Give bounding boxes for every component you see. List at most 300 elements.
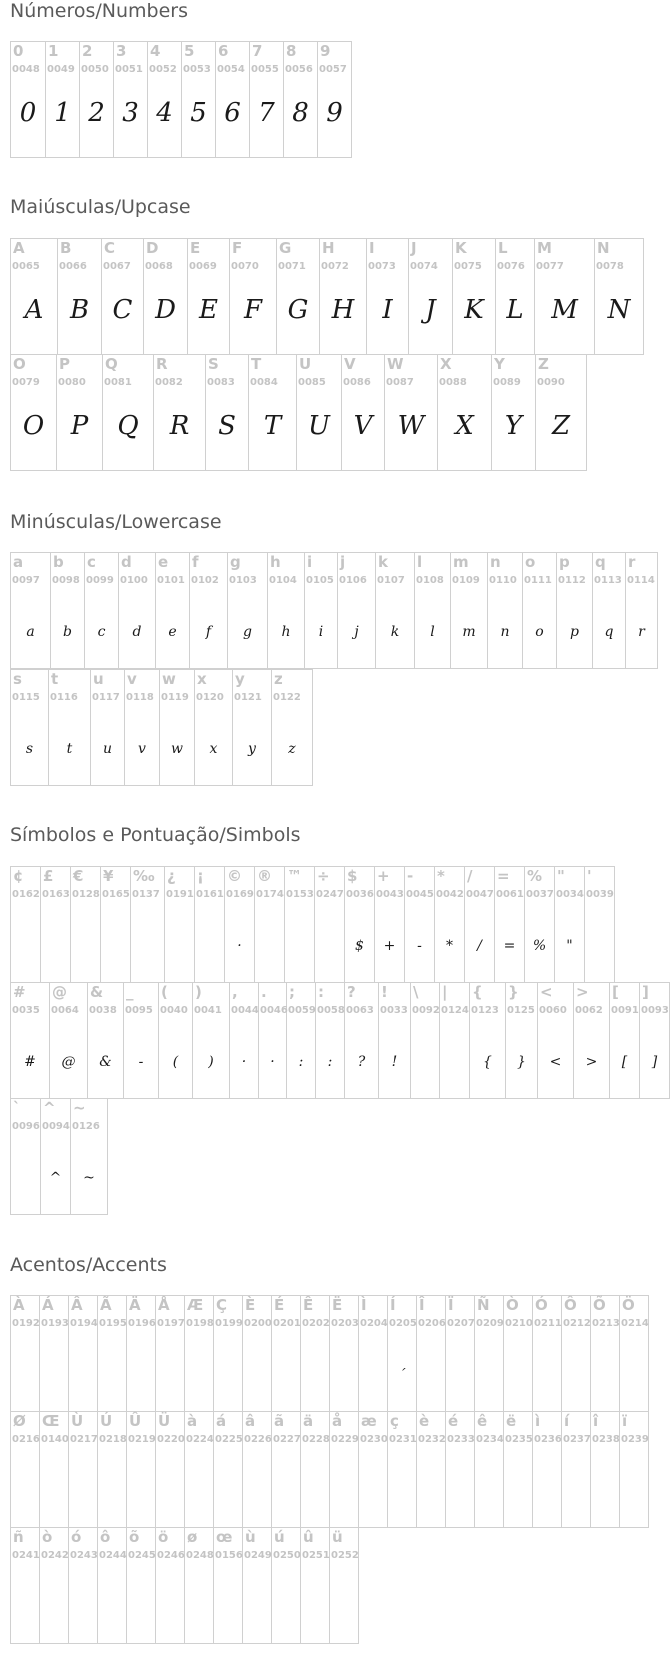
- glyph-char-label: n: [490, 553, 501, 571]
- glyph-sample: y: [248, 741, 256, 757]
- glyph-code: 0106: [339, 575, 367, 586]
- glyph-cell: [214, 1528, 243, 1644]
- glyph-sample: p: [570, 624, 579, 640]
- glyph-cell: [268, 553, 305, 669]
- glyph-code: 0243: [70, 1550, 98, 1561]
- glyph-code: 0098: [52, 575, 80, 586]
- glyph-cell: [523, 553, 557, 669]
- glyph-char-label: }: [508, 983, 519, 1001]
- glyph-char-label: ): [195, 983, 202, 1001]
- glyph-char-label: ™: [287, 867, 302, 885]
- glyph-char-label: L: [498, 239, 508, 257]
- glyph-code: 0197: [157, 1318, 185, 1329]
- glyph-sample: %: [532, 938, 547, 954]
- glyph-code: 0036: [346, 889, 374, 900]
- glyph-char-label: |: [442, 983, 448, 1001]
- glyph-char-label: R: [156, 355, 168, 373]
- glyph-code: 0109: [452, 575, 480, 586]
- glyph-code: 0062: [575, 1005, 603, 1016]
- glyph-cell: [11, 867, 41, 983]
- glyph-char-label: Â: [71, 1296, 83, 1314]
- glyph-char-label: Æ: [187, 1296, 204, 1314]
- glyph-cell: [591, 1296, 620, 1412]
- glyph-char-label: g: [230, 553, 241, 571]
- glyph-cell: [405, 867, 435, 983]
- glyph-code: 0034: [556, 889, 584, 900]
- glyph-cell: [470, 983, 506, 1099]
- glyph-cell: [71, 1099, 108, 1215]
- glyph-char-label: ¡: [197, 867, 204, 885]
- glyph-sample: H: [331, 295, 355, 325]
- glyph-sample: E: [199, 295, 218, 325]
- glyph-char-label: =: [497, 867, 510, 885]
- glyph-char-label: h: [270, 553, 281, 571]
- glyph-char-label: &: [90, 983, 104, 1001]
- glyph-cell: [277, 239, 320, 355]
- glyph-char-label: ø: [187, 1528, 198, 1546]
- glyph-cell: [11, 1528, 40, 1644]
- glyph-code: 0080: [58, 377, 86, 388]
- glyph-code: 0249: [244, 1550, 272, 1561]
- glyph-code: 0225: [215, 1434, 243, 1445]
- glyph-char-label: Ì: [361, 1296, 367, 1314]
- glyph-code: 0072: [321, 261, 349, 272]
- glyph-code: 0124: [441, 1005, 469, 1016]
- glyph-cell: [40, 1412, 69, 1528]
- glyph-row: [10, 1295, 649, 1412]
- glyph-char-label: ,: [232, 983, 238, 1001]
- glyph-code: 0230: [360, 1434, 388, 1445]
- glyph-char-label: ;: [289, 983, 295, 1001]
- glyph-char-label: w: [162, 670, 176, 688]
- glyph-char-label: á: [216, 1412, 227, 1430]
- glyph-code: 0247: [316, 889, 344, 900]
- glyph-char-label: 6: [218, 42, 229, 60]
- glyph-code: 0061: [496, 889, 524, 900]
- glyph-cell: [156, 1412, 185, 1528]
- glyph-char-label: .: [261, 983, 267, 1001]
- glyph-cell: [591, 1412, 620, 1528]
- glyph-code: 0038: [89, 1005, 117, 1016]
- glyph-sample: :: [298, 1054, 304, 1070]
- glyph-cell: [411, 983, 440, 1099]
- glyph-char-label: u: [93, 670, 104, 688]
- glyph-code: 0064: [51, 1005, 79, 1016]
- glyph-code: 0203: [331, 1318, 359, 1329]
- glyph-cell: [409, 239, 453, 355]
- glyph-char-label: æ: [361, 1412, 377, 1430]
- glyph-code: 0233: [447, 1434, 475, 1445]
- glyph-sample: 2: [88, 98, 105, 128]
- glyph-char-label: E: [190, 239, 201, 257]
- glyph-char-label: Á: [42, 1296, 54, 1314]
- glyph-code: 0035: [12, 1005, 40, 1016]
- glyph-code: 0076: [497, 261, 525, 272]
- glyph-cell: [438, 355, 492, 471]
- glyph-sample: {: [483, 1054, 492, 1070]
- glyph-cell: [119, 553, 156, 669]
- glyph-sample: ·: [270, 1054, 275, 1070]
- glyph-char-label: M: [537, 239, 552, 257]
- glyph-char-label: ÷: [317, 867, 330, 885]
- glyph-cell: [555, 867, 585, 983]
- glyph-code: 0096: [12, 1121, 40, 1132]
- glyph-cell: [127, 1296, 156, 1412]
- glyph-code: 0104: [269, 575, 297, 586]
- glyph-char-label: N: [597, 239, 610, 257]
- glyph-sample: i: [318, 624, 324, 640]
- glyph-cell: [165, 867, 195, 983]
- glyph-sample: &: [99, 1054, 112, 1070]
- glyph-char-label: ¥: [103, 867, 114, 885]
- glyph-code: 0105: [306, 575, 334, 586]
- glyph-sample: N: [607, 295, 631, 325]
- glyph-char-label: ‰: [133, 867, 155, 885]
- glyph-char-label: €: [73, 867, 84, 885]
- glyph-cell: [230, 239, 277, 355]
- glyph-cell: [379, 983, 411, 1099]
- glyph-char-label: Ô: [564, 1296, 577, 1314]
- glyph-code: 0251: [302, 1550, 330, 1561]
- glyph-code: 0174: [256, 889, 284, 900]
- glyph-cell: [11, 553, 51, 669]
- glyph-sample: P: [70, 411, 89, 441]
- glyph-cell: [11, 983, 50, 1099]
- glyph-cell: [446, 1412, 475, 1528]
- glyph-cell: [216, 42, 250, 158]
- glyph-code: 0198: [186, 1318, 214, 1329]
- glyph-cell: [330, 1296, 359, 1412]
- glyph-code: 0116: [50, 692, 78, 703]
- glyph-char-label: ï: [622, 1412, 628, 1430]
- glyph-code: 0137: [132, 889, 160, 900]
- glyph-sample: -: [417, 938, 422, 954]
- glyph-cell: [272, 1528, 301, 1644]
- glyph-sample: w: [171, 741, 183, 757]
- glyph-cell: [40, 1296, 69, 1412]
- glyph-char-label: @: [52, 983, 67, 1001]
- glyph-code: 0218: [99, 1434, 127, 1445]
- glyph-code: 0081: [104, 377, 132, 388]
- glyph-cell: [595, 239, 644, 355]
- glyph-cell: [610, 983, 640, 1099]
- glyph-sample: C: [112, 295, 133, 325]
- glyph-cell: [495, 867, 525, 983]
- glyph-cell: [51, 553, 85, 669]
- glyph-char-label: V: [344, 355, 356, 373]
- glyph-cell: [301, 1412, 330, 1528]
- glyph-cell: [506, 983, 538, 1099]
- glyph-sample: ?: [357, 1054, 366, 1070]
- glyph-char-label: 0: [13, 42, 24, 60]
- glyph-code: 0126: [72, 1121, 100, 1132]
- glyph-char-label: _: [126, 983, 134, 1001]
- glyph-cell: [301, 1528, 330, 1644]
- glyph-code: 0087: [386, 377, 414, 388]
- glyph-cell: [345, 867, 375, 983]
- glyph-char-label: ã: [274, 1412, 285, 1430]
- glyph-cell: [160, 670, 195, 786]
- glyph-sample: M: [551, 295, 578, 325]
- glyph-char-label: O: [13, 355, 26, 373]
- glyph-sample: <: [549, 1054, 562, 1070]
- glyph-sample: /: [477, 938, 482, 954]
- glyph-code: 0082: [155, 377, 183, 388]
- glyph-cell: [640, 983, 670, 1099]
- glyph-code: 0228: [302, 1434, 330, 1445]
- glyph-sample: q: [604, 624, 614, 640]
- glyph-code: 0089: [493, 377, 521, 388]
- glyph-code: 0115: [12, 692, 40, 703]
- glyph-code: 0213: [592, 1318, 620, 1329]
- glyph-char-label: y: [235, 670, 245, 688]
- glyph-sample: d: [132, 624, 142, 640]
- glyph-cell: [125, 670, 160, 786]
- glyph-cell: [359, 1296, 388, 1412]
- glyph-cell: [98, 1412, 127, 1528]
- glyph-cell: [388, 1296, 417, 1412]
- glyph-code: 0074: [410, 261, 438, 272]
- glyph-char-label: Ê: [303, 1296, 314, 1314]
- glyph-code: 0051: [115, 64, 143, 75]
- glyph-cell: [297, 355, 342, 471]
- glyph-code: 0202: [302, 1318, 330, 1329]
- glyph-cell: [318, 42, 352, 158]
- glyph-char-label: (: [161, 983, 168, 1001]
- glyph-cell: [620, 1296, 649, 1412]
- glyph-cell: [46, 42, 80, 158]
- glyph-char-label: ä: [303, 1412, 314, 1430]
- glyph-code: 0041: [194, 1005, 222, 1016]
- glyph-code: 0232: [418, 1434, 446, 1445]
- glyph-code: 0040: [160, 1005, 188, 1016]
- glyph-cell: [585, 867, 615, 983]
- glyph-char-label: £: [43, 867, 54, 885]
- glyph-sample: j: [354, 624, 359, 640]
- glyph-char-label: 1: [48, 42, 59, 60]
- glyph-cell: [11, 1412, 40, 1528]
- glyph-code: 0085: [298, 377, 326, 388]
- glyph-char-label: Ä: [129, 1296, 141, 1314]
- glyph-char-label: P: [59, 355, 70, 373]
- section-title-symbols: Símbolos e Pontuação/Simbols: [10, 824, 301, 846]
- glyph-code: 0242: [41, 1550, 69, 1561]
- glyph-char-label: Z: [538, 355, 549, 373]
- glyph-cell: [315, 867, 345, 983]
- glyph-code: 0238: [592, 1434, 620, 1445]
- glyph-cell: [243, 1412, 272, 1528]
- glyph-char-label: U: [299, 355, 312, 373]
- glyph-cell: [69, 1296, 98, 1412]
- glyph-code: 0224: [186, 1434, 214, 1445]
- glyph-code: 0212: [563, 1318, 591, 1329]
- glyph-cell: [272, 1296, 301, 1412]
- glyph-cell: [131, 867, 165, 983]
- glyph-cell: [305, 553, 338, 669]
- glyph-cell: [80, 42, 114, 158]
- glyph-sample: S: [218, 411, 236, 441]
- glyph-cell: [11, 670, 49, 786]
- glyph-code: 0049: [47, 64, 75, 75]
- glyph-char-label: Ø: [13, 1412, 26, 1430]
- glyph-char-label: ?: [347, 983, 356, 1001]
- glyph-char-label: m: [453, 553, 469, 571]
- glyph-code: 0219: [128, 1434, 156, 1445]
- glyph-cell: [496, 239, 535, 355]
- glyph-sample: A: [24, 295, 44, 325]
- glyph-cell: [562, 1412, 591, 1528]
- glyph-code: 0065: [12, 261, 40, 272]
- glyph-char-label: #: [13, 983, 26, 1001]
- glyph-char-label: W: [387, 355, 404, 373]
- glyph-code: 0140: [41, 1434, 69, 1445]
- glyph-char-label: Å: [158, 1296, 170, 1314]
- glyph-char-label: H: [322, 239, 335, 257]
- glyph-char-label: Ú: [100, 1412, 113, 1430]
- glyph-char-label: J: [411, 239, 417, 257]
- glyph-sample: I: [382, 295, 393, 325]
- glyph-char-label: œ: [216, 1528, 233, 1546]
- glyph-char-label: [: [612, 983, 619, 1001]
- glyph-char-label: G: [279, 239, 292, 257]
- glyph-cell: [185, 1296, 214, 1412]
- glyph-char-label: !: [381, 983, 388, 1001]
- glyph-code: 0236: [534, 1434, 562, 1445]
- glyph-cell: [243, 1528, 272, 1644]
- glyph-char-label: ì: [535, 1412, 541, 1430]
- glyph-char-label: x: [197, 670, 207, 688]
- glyph-cell: [214, 1296, 243, 1412]
- glyph-sample: n: [500, 624, 510, 640]
- glyph-char-label: T: [251, 355, 262, 373]
- glyph-sample: 5: [190, 98, 207, 128]
- glyph-sample: ): [208, 1054, 214, 1070]
- glyph-cell: [114, 42, 148, 158]
- glyph-code: 0102: [191, 575, 219, 586]
- glyph-cell: [230, 983, 259, 1099]
- glyph-cell: [69, 1528, 98, 1644]
- glyph-code: 0192: [12, 1318, 40, 1329]
- glyph-sample: }: [517, 1054, 526, 1070]
- glyph-cell: [504, 1296, 533, 1412]
- glyph-row: [10, 1098, 108, 1215]
- glyph-char-label: É: [274, 1296, 285, 1314]
- glyph-sample: b: [63, 624, 72, 640]
- glyph-code: 0210: [505, 1318, 533, 1329]
- glyph-code: 0112: [558, 575, 586, 586]
- glyph-code: 0169: [226, 889, 254, 900]
- glyph-cell: [287, 983, 316, 1099]
- glyph-sample: J: [425, 295, 436, 325]
- glyph-sample: Z: [551, 411, 571, 441]
- glyph-char-label: A: [13, 239, 25, 257]
- glyph-cell: [71, 867, 101, 983]
- glyph-char-label: ü: [332, 1528, 343, 1546]
- glyph-sample: z: [288, 741, 296, 757]
- glyph-code: 0057: [319, 64, 347, 75]
- glyph-sample: D: [155, 295, 176, 325]
- glyph-code: 0214: [621, 1318, 649, 1329]
- glyph-char-label: l: [417, 553, 423, 571]
- glyph-cell: [538, 983, 574, 1099]
- glyph-sample: f: [205, 624, 212, 640]
- glyph-cell: [249, 355, 297, 471]
- glyph-code: 0059: [288, 1005, 316, 1016]
- glyph-char-label: %: [527, 867, 543, 885]
- glyph-code: 0163: [42, 889, 70, 900]
- glyph-sample: :: [327, 1054, 333, 1070]
- glyph-code: 0088: [439, 377, 467, 388]
- glyph-code: 0058: [317, 1005, 345, 1016]
- glyph-char-label: o: [525, 553, 536, 571]
- glyph-sample: ^: [49, 1170, 62, 1186]
- glyph-code: 0194: [70, 1318, 98, 1329]
- glyph-cell: [11, 1296, 40, 1412]
- glyph-code: 0113: [594, 575, 622, 586]
- glyph-char-label: z: [274, 670, 283, 688]
- glyph-char-label: Ò: [506, 1296, 519, 1314]
- glyph-cell: [533, 1296, 562, 1412]
- glyph-code: 0252: [331, 1550, 359, 1561]
- glyph-code: 0055: [251, 64, 279, 75]
- glyph-char-label: q: [595, 553, 606, 571]
- glyph-cell: [536, 355, 587, 471]
- glyph-cell: [40, 1528, 69, 1644]
- glyph-code: 0234: [476, 1434, 504, 1445]
- glyph-code: 0117: [92, 692, 120, 703]
- glyph-char-label: 4: [150, 42, 161, 60]
- glyph-sample: 8: [292, 98, 309, 128]
- glyph-char-label: Ë: [332, 1296, 343, 1314]
- glyph-cell: [475, 1296, 504, 1412]
- glyph-sample: X: [455, 411, 474, 441]
- glyph-char-label: :: [318, 983, 324, 1001]
- glyph-sample: 0: [19, 98, 37, 128]
- glyph-cell: [159, 983, 193, 1099]
- glyph-code: 0226: [244, 1434, 272, 1445]
- glyph-code: 0205: [389, 1318, 417, 1329]
- glyph-sample: W: [397, 411, 425, 441]
- glyph-char-label: B: [60, 239, 72, 257]
- glyph-cell: [342, 355, 385, 471]
- glyph-code: 0084: [250, 377, 278, 388]
- glyph-cell: [345, 983, 379, 1099]
- glyph-char-label: ç: [390, 1412, 399, 1430]
- glyph-sample: G: [287, 295, 309, 325]
- glyph-code: 0094: [42, 1121, 70, 1132]
- glyph-cell: [98, 1296, 127, 1412]
- glyph-sample: @: [61, 1054, 76, 1070]
- glyph-code: 0092: [412, 1005, 440, 1016]
- glyph-cell: [330, 1412, 359, 1528]
- glyph-char-label: ¿: [167, 867, 176, 885]
- glyph-cell: [41, 1099, 71, 1215]
- glyph-sample: h: [281, 624, 291, 640]
- glyph-sample: v: [138, 741, 146, 757]
- glyph-char-label: Û: [129, 1412, 142, 1430]
- glyph-code: 0046: [260, 1005, 288, 1016]
- glyph-sample: #: [24, 1054, 36, 1070]
- glyph-cell: [124, 983, 159, 1099]
- glyph-char-label: d: [121, 553, 132, 571]
- glyph-char-label: å: [332, 1412, 343, 1430]
- glyph-sample: ": [566, 938, 573, 954]
- glyph-sample: m: [462, 624, 476, 640]
- glyph-cell: [417, 1412, 446, 1528]
- glyph-code: 0097: [12, 575, 40, 586]
- glyph-code: 0066: [59, 261, 87, 272]
- glyph-code: 0217: [70, 1434, 98, 1445]
